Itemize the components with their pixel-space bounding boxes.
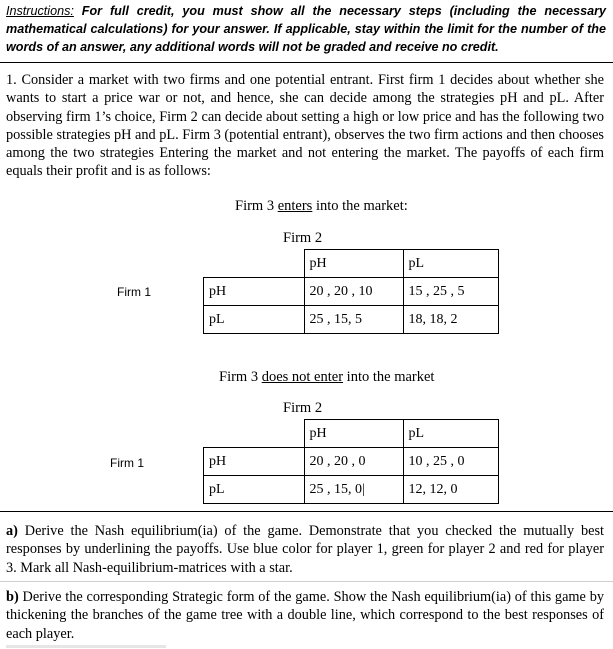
row-header: pL: [204, 476, 305, 504]
payoff-cell: 20 , 20 , 0: [304, 448, 403, 476]
instructions: [6, 2, 606, 56]
col-header: pL: [403, 250, 498, 278]
row-player-label: Firm 1: [117, 285, 151, 299]
payoff-cell: 15 , 25 , 5: [403, 278, 498, 306]
payoff-cell: 10 , 25 , 0: [403, 448, 498, 476]
row-header: pH: [204, 278, 305, 306]
part-label: b): [6, 589, 19, 605]
caption-emphasis: does not enter: [261, 369, 344, 385]
part-label: a): [6, 523, 18, 539]
divider: [0, 511, 613, 512]
payoff-cell: 12, 12, 0: [403, 476, 498, 504]
divider: [0, 581, 613, 582]
caption-emphasis: enters: [277, 198, 313, 214]
payoff-cell: 18, 18, 2: [403, 306, 498, 334]
payoff-cell: 20 , 20 , 10: [304, 278, 403, 306]
payoff-matrix-not-enter: [203, 419, 499, 504]
payoff-cell: 25 , 15, 0|: [304, 476, 403, 504]
bottom-edge-shade: [6, 645, 166, 648]
col-header: pL: [403, 420, 498, 448]
question-part-b: [6, 588, 604, 643]
row-header: pL: [204, 306, 305, 334]
instructions-text: For full credit, you must show all the necessary steps (including the necessary mathematical calculations) for your answer. If applicable, stay within the limit for the number of the words of an answer, any additional words will not be graded and receive no credit.: [6, 4, 606, 54]
question-part-a: [6, 522, 604, 577]
col-player-label: Firm 2: [283, 230, 323, 246]
problem-statement: 1. Consider a market with two firms and one potential entrant. First firm 1 decides about whether she wants to start a price war or not, and hence, she can decide among the strategies pH and pL. After observing firm 1’s choice, Firm 2 can decide about setting a high or low price and has the following two possible strategies pH and pL. Firm 3 (potential entrant), observes the two firm actions and then chooses among the two strategies Entering the market and not entering the market. The payoffs of each firm equals their profit and is as follows:: [6, 72, 604, 180]
payoff-matrix-enter: [203, 249, 499, 334]
instructions-lead: Instructions:: [6, 4, 74, 18]
col-header: pH: [304, 250, 403, 278]
col-player-label: Firm 2: [283, 400, 323, 416]
divider: [0, 62, 613, 63]
payoff-cell: 25 , 15, 5: [304, 306, 403, 334]
table-enter-caption: Firm 3 enters into the market:: [235, 198, 408, 214]
row-player-label: Firm 1: [110, 456, 144, 470]
col-header: pH: [304, 420, 403, 448]
table-not-enter-caption: Firm 3 does not enter into the market: [219, 369, 435, 385]
part-text: Derive the corresponding Strategic form of the game. Show the Nash equilibrium(ia) of this game by thickening the branches of the game tree with a double line, which correspond to the best responses of each player.: [6, 589, 604, 642]
part-text: Derive the Nash equilibrium(ia) of the game. Demonstrate that you checked the mutually best responses by underlining the payoffs. Use blue color for player 1, green for player 2 and red for player 3. Mark all Nash-equilibrium-matrices with a star.: [6, 523, 604, 576]
row-header: pH: [204, 448, 305, 476]
